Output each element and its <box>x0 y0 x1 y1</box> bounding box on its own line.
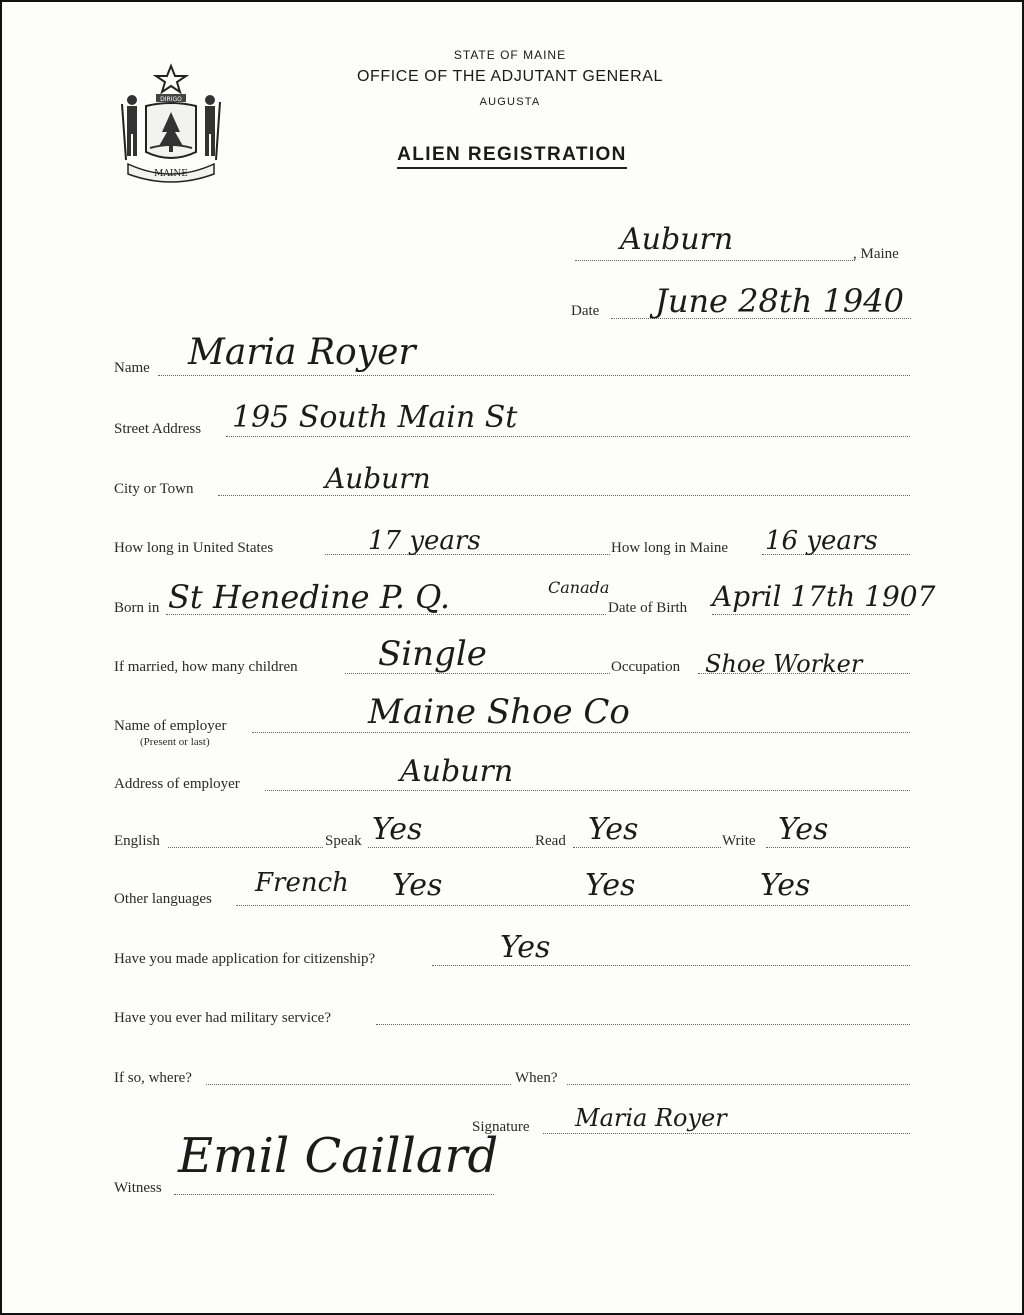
other-languages-value: French <box>255 868 349 898</box>
street-address-value: 195 South Main St <box>232 400 518 435</box>
write-label: Write <box>722 833 756 849</box>
speak-value: Yes <box>372 812 423 847</box>
employer-label: Name of employer <box>114 718 227 734</box>
state-heading: STATE OF MAINE <box>453 48 567 62</box>
other-speak-value: Yes <box>392 868 443 903</box>
employer-address-dotted-line <box>265 790 910 791</box>
signature-dotted-line <box>543 1133 910 1134</box>
write-dotted-line <box>766 847 910 848</box>
employer-sublabel: (Present or last) <box>140 736 210 748</box>
english-dotted-line <box>168 847 323 848</box>
maine-duration-value: 16 years <box>765 526 878 556</box>
other-languages-dotted-line <box>236 905 910 906</box>
employer-dotted-line <box>252 732 910 733</box>
write-value: Yes <box>778 812 829 847</box>
date-value: June 28th 1940 <box>655 282 904 320</box>
read-label: Read <box>535 833 566 849</box>
us-duration-label: How long in United States <box>114 540 274 556</box>
citizenship-value: Yes <box>500 930 551 965</box>
town-value: Auburn <box>620 222 734 257</box>
english-label: English <box>114 833 160 849</box>
street-address-dotted-line <box>226 436 910 437</box>
witness-label: Witness <box>114 1180 162 1196</box>
where-label: If so, where? <box>114 1070 192 1086</box>
form-title-text: ALIEN REGISTRATION <box>397 144 627 169</box>
married-children-label: If married, how many children <box>114 659 298 675</box>
born-in-label: Born in <box>114 600 160 616</box>
signature-label: Signature <box>472 1119 530 1135</box>
married-children-value: Single <box>378 634 487 674</box>
born-country-note: Canada <box>548 578 610 597</box>
seal-banner: MAINE <box>154 169 188 179</box>
form-title <box>0 144 1024 166</box>
city-value: Auburn <box>325 462 431 495</box>
date-label: Date <box>571 303 600 319</box>
speak-label: Speak <box>325 833 362 849</box>
signature-value: Maria Royer <box>575 1104 727 1132</box>
read-value: Yes <box>588 812 639 847</box>
name-dotted-line <box>158 375 910 376</box>
street-address-label: Street Address <box>114 421 202 437</box>
read-dotted-line <box>573 847 721 848</box>
city-label: City or Town <box>114 481 194 497</box>
when-dotted-line <box>567 1084 910 1085</box>
witness-value: Emil Caillard <box>178 1128 499 1184</box>
speak-dotted-line <box>368 847 533 848</box>
name-value: Maria Royer <box>188 332 416 373</box>
when-label: When? <box>515 1070 558 1086</box>
maine-duration-label: How long in Maine <box>611 540 729 556</box>
military-service-dotted-line <box>376 1024 910 1025</box>
military-service-label: Have you ever had military service? <box>114 1010 331 1026</box>
occupation-value: Shoe Worker <box>705 650 863 678</box>
born-in-value: St Henedine P. Q. <box>168 578 450 616</box>
where-dotted-line <box>206 1084 511 1085</box>
town-dotted-line <box>575 260 855 261</box>
employer-address-label: Address of employer <box>114 776 240 792</box>
citizenship-label: Have you made application for citizenship? <box>114 951 376 967</box>
date-of-birth-dotted-line <box>712 614 910 615</box>
town-suffix-label: , Maine <box>853 246 899 262</box>
other-write-value: Yes <box>760 868 811 903</box>
occupation-label: Occupation <box>611 659 681 675</box>
other-languages-label: Other languages <box>114 891 212 907</box>
name-label: Name <box>114 360 150 376</box>
employer-address-value: Auburn <box>400 754 514 789</box>
other-read-value: Yes <box>585 868 636 903</box>
citizenship-dotted-line <box>432 965 910 966</box>
us-duration-value: 17 years <box>368 526 481 556</box>
witness-dotted-line <box>174 1194 494 1195</box>
date-of-birth-label: Date of Birth <box>608 600 688 616</box>
employer-value: Maine Shoe Co <box>368 692 630 732</box>
office-heading: OFFICE OF THE ADJUTANT GENERAL <box>356 68 664 85</box>
city-dotted-line <box>218 495 910 496</box>
seal-motto: DIRIGO <box>160 96 182 103</box>
date-of-birth-value: April 17th 1907 <box>712 580 936 613</box>
city-heading: AUGUSTA <box>479 96 541 108</box>
